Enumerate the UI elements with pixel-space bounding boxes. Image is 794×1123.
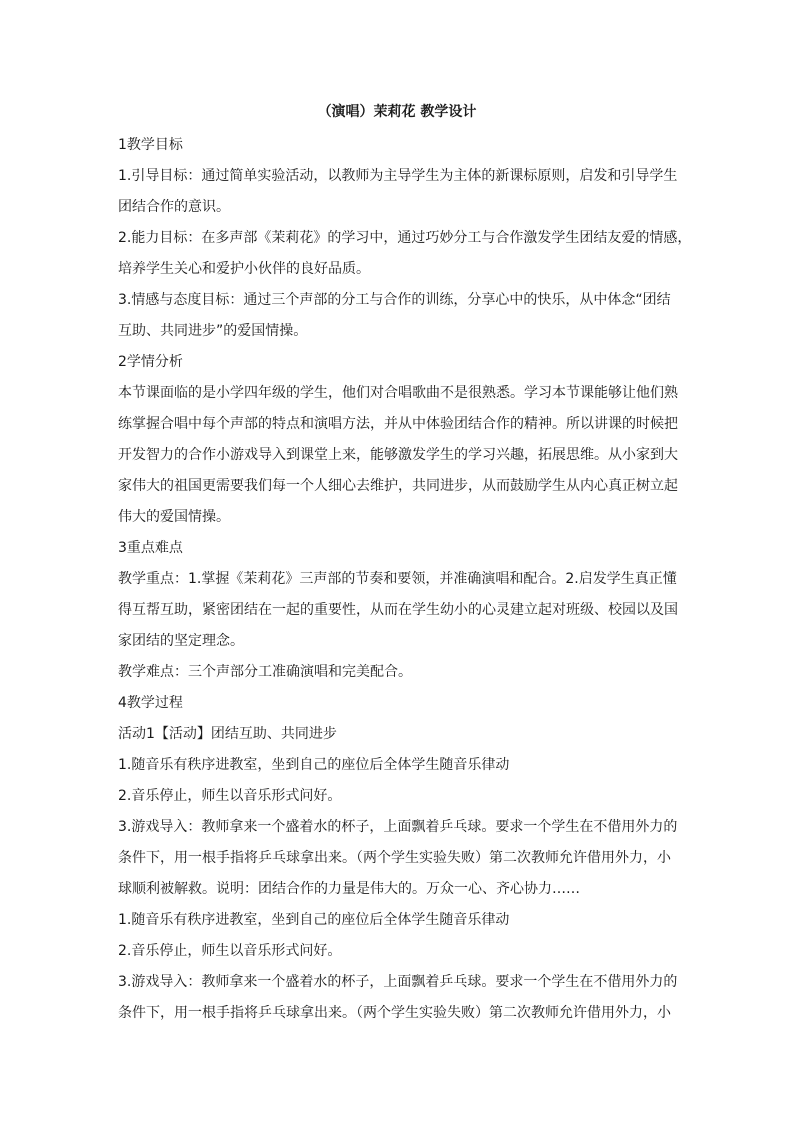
section-heading-key-points: 3重点难点 xyxy=(118,540,183,556)
paragraph-line: 1.引导目标：通过简单实验活动，以教师为主导学生为主体的新课标原则，启发和引导学生 xyxy=(118,168,678,184)
paragraph-line: 练掌握合唱中每个声部的特点和演唱方法，并从中体验团结合作的精神。所以讲课的时候把 xyxy=(118,416,678,432)
section-heading-process: 4教学过程 xyxy=(118,695,183,711)
activity-heading: 活动1【活动】团结互助、共同进步 xyxy=(118,726,337,742)
paragraph-line: 培养学生关心和爱护小伙伴的良好品质。 xyxy=(118,261,370,277)
document-body xyxy=(118,130,692,1029)
list-item: 3.游戏导入：教师拿来一个盛着水的杯子，上面飘着乒乓球。要求一个学生在不借用外力的 xyxy=(118,974,678,990)
paragraph-line: 开发智力的合作小游戏导入到课堂上来，能够激发学生的学习兴趣，拓展思维。从小家到大 xyxy=(118,447,678,463)
paragraph-line: 教学难点：三个声部分工准确演唱和完美配合。 xyxy=(118,664,412,680)
section-heading-objectives: 1教学目标 xyxy=(118,137,183,153)
paragraph-line: 3.情感与态度目标：通过三个声部的分工与合作的训练，分享心中的快乐，从中体念“团结 xyxy=(118,292,671,308)
paragraph-line: 团结合作的意识。 xyxy=(118,199,230,215)
list-item: 1.随音乐有秩序进教室，坐到自己的座位后全体学生随音乐律动 xyxy=(118,757,510,773)
paragraph-line: 2.能力目标：在多声部《茉莉花》的学习中，通过巧妙分工与合作激发学生团结友爱的情感， xyxy=(118,230,692,246)
document-title: （演唱）茉莉花 教学设计 xyxy=(317,104,477,120)
paragraph-line: 条件下，用一根手指将乒乓球拿出来。（两个学生实验失败）第二次教师允许借用外力，小 xyxy=(118,850,671,866)
paragraph-line: 互助、共同进步”的爱国情操。 xyxy=(118,323,308,339)
paragraph-line: 伟大的爱国情操。 xyxy=(118,509,230,525)
list-item: 1.随音乐有秩序进教室，坐到自己的座位后全体学生随音乐律动 xyxy=(118,912,510,928)
list-item: 3.游戏导入：教师拿来一个盛着水的杯子，上面飘着乒乓球。要求一个学生在不借用外力的 xyxy=(118,819,678,835)
paragraph-line: 家团结的坚定理念。 xyxy=(118,633,244,649)
paragraph-line: 条件下，用一根手指将乒乓球拿出来。（两个学生实验失败）第二次教师允许借用外力，小 xyxy=(118,1005,671,1021)
paragraph-line: 本节课面临的是小学四年级的学生，他们对合唱歌曲不是很熟悉。学习本节课能够让他们熟 xyxy=(118,385,678,401)
list-item: 2.音乐停止，师生以音乐形式问好。 xyxy=(118,788,342,804)
paragraph-line: 球顺利被解救。说明：团结合作的力量是伟大的。万众一心、齐心协力…… xyxy=(118,881,580,897)
paragraph-line: 得互帮互助，紧密团结在一起的重要性，从而在学生幼小的心灵建立起对班级、校园以及国 xyxy=(118,602,678,618)
paragraph-line: 教学重点：1.掌握《茉莉花》三声部的节奏和要领，并准确演唱和配合。2.启发学生真正懂 xyxy=(118,571,677,587)
paragraph-line: 家伟大的祖国更需要我们每一个人细心去维护，共同进步，从而鼓励学生从内心真正树立起 xyxy=(118,478,678,494)
list-item: 2.音乐停止，师生以音乐形式问好。 xyxy=(118,943,342,959)
section-heading-analysis: 2学情分析 xyxy=(118,354,183,370)
